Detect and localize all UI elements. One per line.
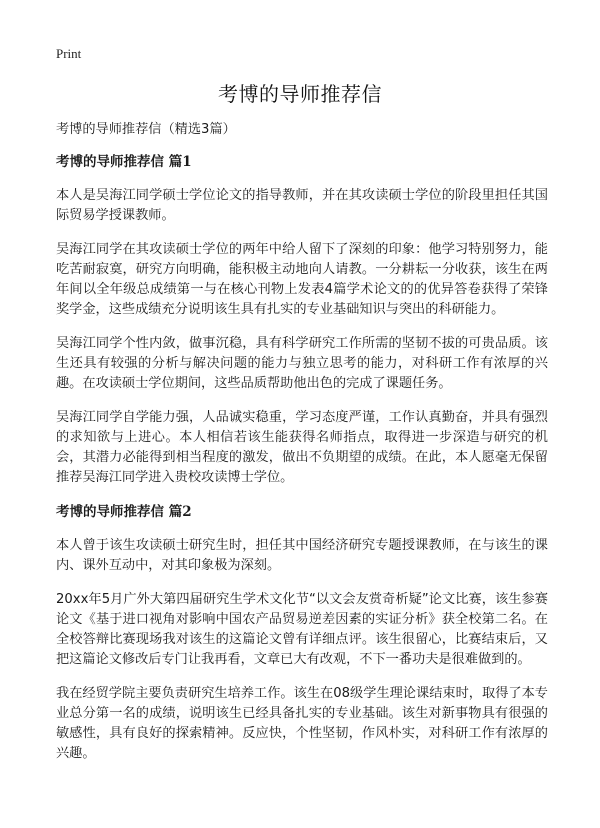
document-body — [56, 120, 548, 778]
document-subtitle: 考博的导师推荐信（精选3篇） — [56, 122, 236, 137]
paragraph: 我在经贸学院主要负责研究生培养工作。该生在08级学生理论课结束时，取得了本专业总分第一名的成绩，说明该生已经具备扎实的专业基础。该生对新事物具有很强的敏感性，具有良好的探索精神。反应快，个性坚韧，作风朴实，对科研工作有浓厚的兴趣。 — [56, 686, 548, 761]
paragraph: 本人是吴海江同学硕士学位论文的指导教师，并在其攻读硕士学位的阶段里担任其国际贸易学授课教师。 — [56, 188, 548, 223]
paragraph: 吴海江同学个性内敛，做事沉稳，具有科学研究工作所需的坚韧不拔的可贵品质。该生还具有较强的分析与解决问题的能力与独立思考的能力，对科研工作有浓厚的兴趣。在攻读硕士学位期间，这些品质帮助他出色的完成了课题任务。 — [56, 336, 548, 391]
section-1 — [56, 152, 548, 488]
section-2 — [56, 502, 548, 764]
page-title: 考博的导师推荐信 — [218, 82, 382, 106]
paragraph: 吴海江同学自学能力强，人品诚实稳重，学习态度严谨，工作认真勤奋，并具有强烈的求知欲与上进心。本人相信若该生能获得名师指点，取得进一步深造与研究的机会，其潜力必能得到相当程度的激发，做出不负期望的成绩。在此，本人愿毫无保留推荐吴海江同学进入贵校攻读博士学位。 — [56, 410, 548, 485]
paragraph: 吴海江同学在其攻读硕士学位的两年中给人留下了深刻的印象：他学习特别努力，能吃苦耐寂寞，研究方向明确，能积极主动地向人请教。一分耕耘一分收获，该生在两年间以全年级总成绩第一与在核心刊物上发表4篇学术论文的的优异答卷获得了荣锋奖学金，这些成绩充分说明该生具有扎实的专业基础知识与突出的科研能力。 — [56, 242, 548, 317]
section-heading: 考博的导师推荐信 篇2 — [56, 504, 192, 520]
section-heading: 考博的导师推荐信 篇1 — [56, 154, 192, 170]
paragraph: 20xx年5月广外大第四届研究生学术文化节“以文会友赏奇析疑”论文比赛，该生参赛论文《基于进口视角对影响中国农产品贸易逆差因素的实证分析》获全校第二名。在全校答辩比赛现场我对该生的这篇论文曾有详细点评。该生很留心，比赛结束后，又把这篇论文修改后专门让我再看，文章已大有改观，不下一番功夫是很难做到的。 — [56, 592, 548, 667]
paragraph: 本人曾于该生攻读硕士研究生时，担任其中国经济研究专题授课教师，在与该生的课内、课外互动中，对其印象极为深刻。 — [56, 538, 548, 573]
print-link[interactable]: Print — [56, 46, 82, 61]
